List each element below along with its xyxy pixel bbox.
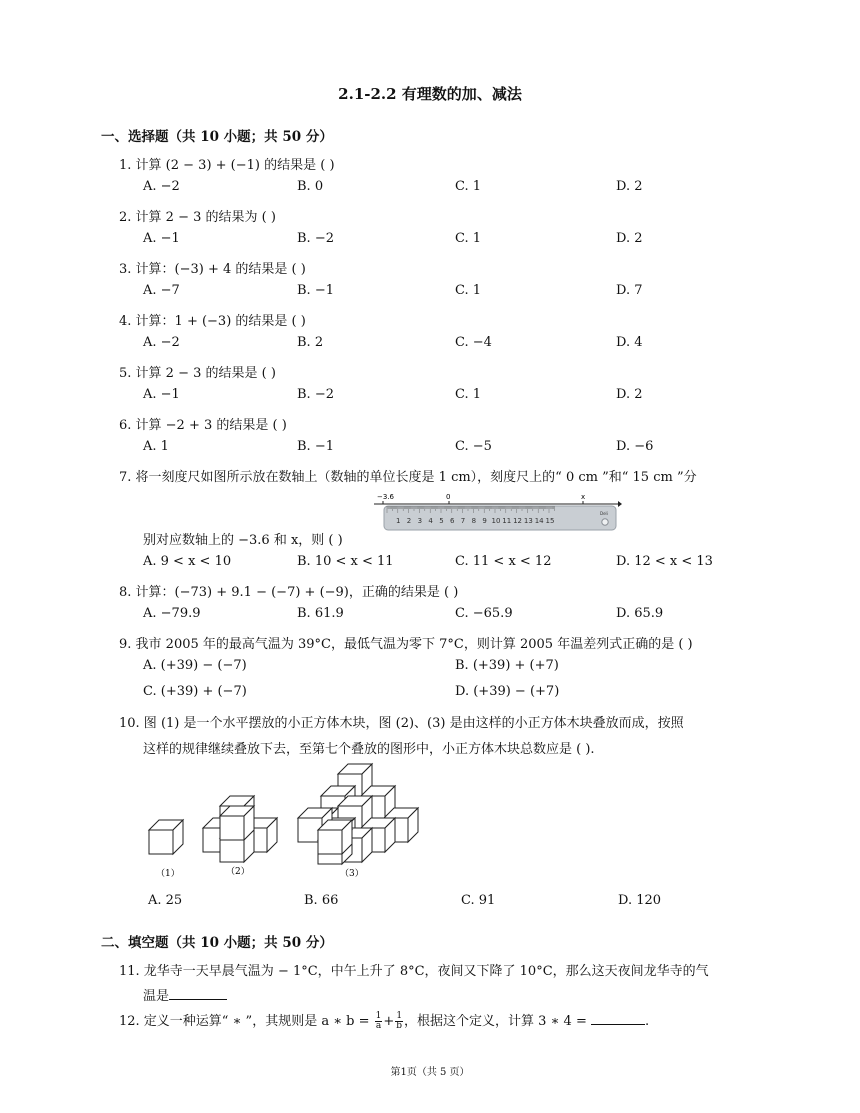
question-5-option-d[interactable]: D. 2 [616, 387, 643, 402]
axis-label-zero: 0 [446, 493, 451, 501]
ruler-hole [602, 519, 608, 525]
question-8-option-b[interactable]: B. 61.9 [297, 606, 344, 621]
ruler-tick-label: 5 [439, 517, 444, 525]
question-10-option-b[interactable]: B. 66 [304, 893, 339, 908]
question-4-stem: 4. 计算：1 + (−3) 的结果是 ( ) [119, 314, 306, 329]
question-10-stem-cont: 这样的规律继续叠放下去，至第七个叠放的图形中，小正方体木块总数应是 ( ). [143, 742, 595, 757]
question-6-option-c[interactable]: C. −5 [455, 439, 492, 454]
ruler-tick-label: 7 [460, 517, 466, 525]
fraction-denominator: a [375, 1021, 382, 1031]
ruler-tick-label: 6 [450, 517, 455, 525]
question-2-option-d[interactable]: D. 2 [616, 231, 643, 246]
question-5-option-b[interactable]: B. −2 [297, 387, 334, 402]
question-7-stem: 7. 将一刻度尺如图所示放在数轴上（数轴的单位长度是 1 cm），刻度尺上的“ 0 cm ”和“ 15 cm ”分 [119, 470, 697, 485]
question-4-option-c[interactable]: C. −4 [455, 335, 492, 350]
question-2-option-c[interactable]: C. 1 [455, 231, 482, 246]
question-10-stem: 10. 图 (1) 是一个水平摆放的小正方体木块，图 (2)、(3) 是由这样的小正方体木块叠放而成，按照 [119, 716, 684, 731]
svg-text:Deli: Deli [600, 511, 608, 516]
question-1-option-c[interactable]: C. 1 [455, 179, 482, 194]
question-7-option-a[interactable]: A. 9 < x < 10 [143, 554, 232, 569]
question-2-stem: 2. 计算 2 − 3 的结果为 ( ) [119, 210, 276, 225]
question-7-option-d[interactable]: D. 12 < x < 13 [616, 554, 713, 569]
question-1-stem: 1. 计算 (2 − 3) + (−1) 的结果是 ( ) [119, 158, 335, 173]
cube-figure-1 [149, 820, 183, 854]
question-10-option-a[interactable]: A. 25 [148, 893, 183, 908]
ruler-tick-label: 2 [406, 517, 412, 525]
question-3-option-d[interactable]: D. 7 [616, 283, 643, 298]
question-5-option-c[interactable]: C. 1 [455, 387, 482, 402]
question-7-option-b[interactable]: B. 10 < x < 11 [297, 554, 394, 569]
question-12-end: . [645, 1014, 650, 1029]
axis-label-x: x [581, 493, 586, 501]
question-9-option-a[interactable]: A. (+39) − (−7) [143, 658, 247, 673]
question-11-answer-blank[interactable] [169, 987, 227, 1000]
question-8-option-a[interactable]: A. −79.9 [143, 606, 201, 621]
question-1-option-a[interactable]: A. −2 [143, 179, 180, 194]
cube-figure-2 [203, 796, 277, 862]
question-5-option-a[interactable]: A. −1 [143, 387, 180, 402]
ruler-tick-label: 12 [513, 517, 523, 525]
question-7-option-c[interactable]: C. 11 < x < 12 [455, 554, 552, 569]
cube-figure-3 [298, 764, 418, 864]
ruler-tick-label: 1 [396, 517, 401, 525]
fraction-denominator: b [396, 1021, 403, 1031]
ruler-tick-label: 8 [471, 517, 477, 525]
question-12-stem [119, 1010, 649, 1031]
question-4-option-d[interactable]: D. 4 [616, 335, 643, 350]
question-12-post: ，根据这个定义，计算 3 ∗ 4 = [404, 1014, 587, 1029]
question-3-option-a[interactable]: A. −7 [143, 283, 180, 298]
ruler-tick-label: 9 [482, 517, 487, 525]
question-4-option-a[interactable]: A. −2 [143, 335, 180, 350]
question-9-stem: 9. 我市 2005 年的最高气温为 39°C，最低气温为零下 7°C，则计算 2005 年温差列式正确的是 ( ) [119, 637, 693, 652]
question-6-option-a[interactable]: A. 1 [143, 439, 169, 454]
question-6-stem: 6. 计算 −2 + 3 的结果是 ( ) [119, 418, 287, 433]
question-6-option-b[interactable]: B. −1 [297, 439, 334, 454]
ruler-tick-label: 13 [523, 517, 533, 525]
ruler-tick-label: 15 [545, 517, 555, 525]
axis-label-minus-3-6: −3.6 [377, 493, 394, 501]
question-3-option-b[interactable]: B. −1 [297, 283, 334, 298]
question-6-option-d[interactable]: D. −6 [616, 439, 654, 454]
question-11-stem-cont [143, 985, 227, 1004]
question-1-option-d[interactable]: D. 2 [616, 179, 643, 194]
question-1-option-b[interactable]: B. 0 [297, 179, 324, 194]
question-12-answer-blank[interactable] [591, 1012, 645, 1025]
cube-caption-2: （2） [226, 867, 250, 877]
question-10-option-d[interactable]: D. 120 [618, 893, 662, 908]
question-7-stem-cont: 别对应数轴上的 −3.6 和 x，则 ( ) [143, 533, 343, 548]
plus-sign: + [383, 1014, 395, 1029]
question-8-option-d[interactable]: D. 65.9 [616, 606, 664, 621]
question-2-option-b[interactable]: B. −2 [297, 231, 334, 246]
question-10-option-c[interactable]: C. 91 [461, 893, 496, 908]
section-heading-fill: 二、填空题（共 10 小题；共 50 分） [101, 935, 333, 951]
question-8-option-c[interactable]: C. −65.9 [455, 606, 513, 621]
stacked-cubes-figure [140, 760, 430, 885]
ruler-tick-label: 10 [491, 517, 501, 525]
ruler-tick-label: 11 [502, 517, 512, 525]
cube-caption-3: （3） [340, 869, 364, 879]
page-footer: 第1页（共 5 页） [390, 1067, 470, 1078]
question-5-stem: 5. 计算 2 − 3 的结果是 ( ) [119, 366, 276, 381]
fraction-one-over-b [395, 1012, 403, 1031]
ruler-tick-label: 4 [428, 517, 433, 525]
question-8-stem: 8. 计算：(−73) + 9.1 − (−7) + (−9)，正确的结果是 ( ) [119, 585, 459, 600]
question-3-stem: 3. 计算：(−3) + 4 的结果是 ( ) [119, 262, 306, 277]
fraction-numerator: 1 [375, 1011, 382, 1021]
question-12-pre: 12. 定义一种运算“ ∗ ”，其规则是 a ∗ b = [119, 1014, 370, 1029]
question-9-option-c[interactable]: C. (+39) + (−7) [143, 684, 247, 699]
fraction-one-over-a [375, 1012, 383, 1031]
ruler-on-number-line-figure [372, 490, 622, 536]
question-2-option-a[interactable]: A. −1 [143, 231, 180, 246]
question-9-option-b[interactable]: B. (+39) + (+7) [455, 658, 559, 673]
cube-caption-1: （1） [156, 869, 180, 879]
question-11-stem: 11. 龙华寺一天早晨气温为 − 1°C，中午上升了 8°C，夜间又下降了 10°C，那么这天夜间龙华寺的气 [119, 964, 709, 979]
question-9-option-d[interactable]: D. (+39) − (+7) [455, 684, 560, 699]
page-title: 2.1-2.2 有理数的加、减法 [338, 85, 522, 103]
number-line-arrow [618, 501, 622, 507]
ruler-tick-label: 14 [534, 517, 544, 525]
ruler-tick-label: 3 [417, 517, 423, 525]
section-heading-choice: 一、选择题（共 10 小题；共 50 分） [101, 129, 333, 145]
question-4-option-b[interactable]: B. 2 [297, 335, 324, 350]
fraction-numerator: 1 [396, 1011, 403, 1021]
question-11-stem-cont-text: 温是 [143, 989, 170, 1004]
question-3-option-c[interactable]: C. 1 [455, 283, 482, 298]
